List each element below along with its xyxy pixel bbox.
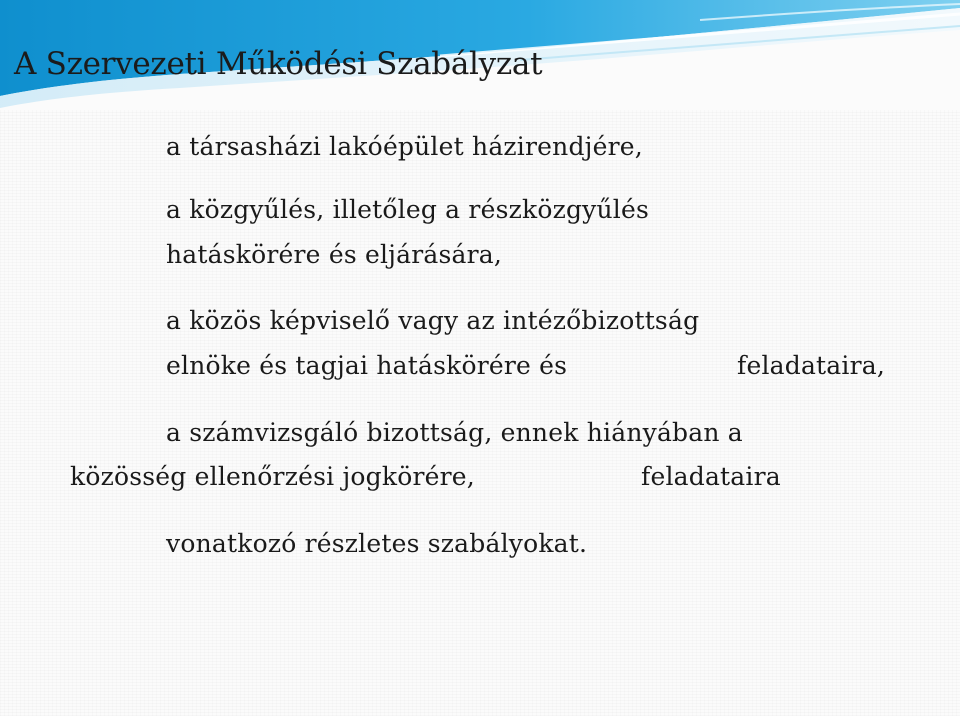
body-line: közösség ellenőrzési jogkörére, (70, 462, 475, 491)
body-line: elnöke és tagjai hatáskörére és (166, 351, 568, 380)
body-line: a közös képviselő vagy az intézőbizottság (166, 306, 700, 335)
body-line: hatáskörére és eljárására, (166, 240, 503, 269)
body-line: vonatkozó részletes szabályokat. (166, 529, 588, 558)
slide-title: A Szervezeti Működési Szabályzat (14, 46, 543, 82)
body-line: feladataira, (737, 351, 886, 380)
body-line: a számvizsgáló bizottság, ennek hiányában a (166, 418, 743, 447)
body-line: feladataira (641, 462, 781, 491)
body-line: a közgyűlés, illetőleg a részközgyűlés (166, 195, 650, 224)
body-line: a társasházi lakóépület házirendjére, (166, 132, 643, 161)
